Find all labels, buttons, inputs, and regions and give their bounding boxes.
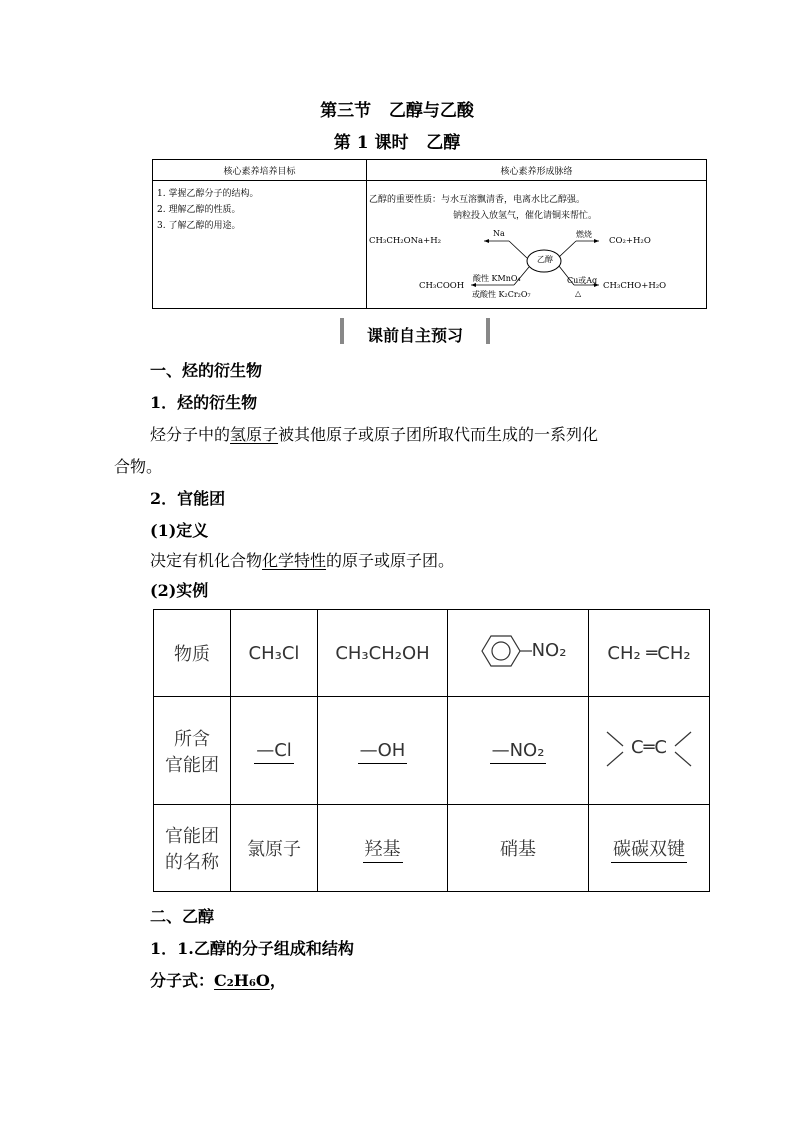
derivative-definition-wrap: 合物。 <box>114 457 163 476</box>
product-aldehyde: CH₃CHO+H₂O <box>603 281 667 291</box>
subheading-derivatives: 1．烃的衍生物 <box>150 393 258 412</box>
functional-group-table <box>153 609 710 892</box>
goal-item: 1. 掌握乙醇分子的结构。 <box>157 189 259 199</box>
definition-title: (1)定义 <box>150 521 209 540</box>
subheading-functional-group: 2．官能团 <box>150 489 226 508</box>
double-bond-label: C═C <box>631 737 667 758</box>
core-header-left: 核心素养培养目标 <box>223 167 296 177</box>
core-literacy-table <box>152 159 707 309</box>
reagent-catalyst: Cu或Ag <box>567 276 598 285</box>
network-intro-line1: 乙醇的重要性质：与水互溶飘清香，电离水比乙醇强。 <box>369 195 586 205</box>
cell-name-chlorine: 氯原子 <box>231 805 318 892</box>
network-intro-line2: 钠粒投入放氢气，催化请铜来帮忙。 <box>453 211 598 221</box>
lesson-title: 第 1 课时 乙醇 <box>333 133 461 153</box>
table-row <box>154 610 710 697</box>
cell-group-double-bond <box>589 697 710 805</box>
cell-substance-ethylene: CH₂ ═CH₂ <box>589 610 710 697</box>
section-banner <box>340 318 490 344</box>
example-title: (2)实例 <box>150 581 209 600</box>
core-table-header <box>153 160 706 181</box>
product-acid: CH₃COOH <box>419 281 465 291</box>
row-header-substance: 物质 <box>154 610 231 697</box>
row-header-group: 所含 官能团 <box>154 697 231 805</box>
derivative-definition: 烃分子中的氢原子被其他原子或原子团所取代而生成的一系列化 <box>150 425 599 444</box>
reagent-sodium: Na <box>493 229 505 238</box>
formula-value: C₂H₆O <box>214 971 270 990</box>
cell-group-chloro: —Cl <box>231 697 318 805</box>
nitro-label: NO₂ <box>531 640 567 661</box>
product-combustion: CO₂+H₂O <box>609 236 651 246</box>
goal-item: 2. 理解乙醇的性质。 <box>157 205 241 215</box>
reagent-oxidant1: 酸性 KMnO₄ <box>473 274 521 283</box>
reagent-combustion: 燃烧 <box>576 230 592 239</box>
product-sodium: CH₃CH₂ONa+H₂ <box>369 236 442 246</box>
cell-name-hydroxyl: 羟基 <box>318 805 448 892</box>
reagent-oxidant2: 或酸性 K₂Cr₂O₇ <box>472 290 531 299</box>
section-title: 第三节 乙醇与乙酸 <box>320 101 474 121</box>
heading-derivatives: 一、烃的衍生物 <box>150 361 263 380</box>
reagent-heat: △ <box>575 289 582 298</box>
cell-name-double-bond: 碳碳双键 <box>589 805 710 892</box>
reaction-diagram <box>369 214 699 314</box>
cell-name-nitro: 硝基 <box>448 805 589 892</box>
row-header-name: 官能团 的名称 <box>154 805 231 892</box>
goals-list <box>157 186 258 234</box>
cell-substance-chloromethane: CH₃Cl <box>231 610 318 697</box>
cell-substance-nitrobenzene <box>448 610 589 697</box>
goal-item: 3. 了解乙醇的用途。 <box>157 221 241 231</box>
heading-ethanol: 二、乙醇 <box>150 907 215 926</box>
subheading-structure: 1．1.乙醇的分子组成和结构 <box>150 939 354 958</box>
banner-text: 课前自主预习 <box>366 326 463 345</box>
cell-substance-ethanol: CH₃CH₂OH <box>318 610 448 697</box>
table-row <box>154 805 710 892</box>
functional-group-definition: 决定有机化合物化学特性的原子或原子团。 <box>150 551 455 570</box>
molecular-formula: 分子式：C₂H₆O， <box>150 971 286 990</box>
cell-group-hydroxyl: —OH <box>318 697 448 805</box>
network-center: 乙醇 <box>537 255 553 264</box>
core-header-right: 核心素养形成脉络 <box>500 167 573 177</box>
cell-group-nitro: —NO₂ <box>448 697 589 805</box>
table-row <box>154 697 710 805</box>
benzene-ring-icon <box>470 631 532 671</box>
